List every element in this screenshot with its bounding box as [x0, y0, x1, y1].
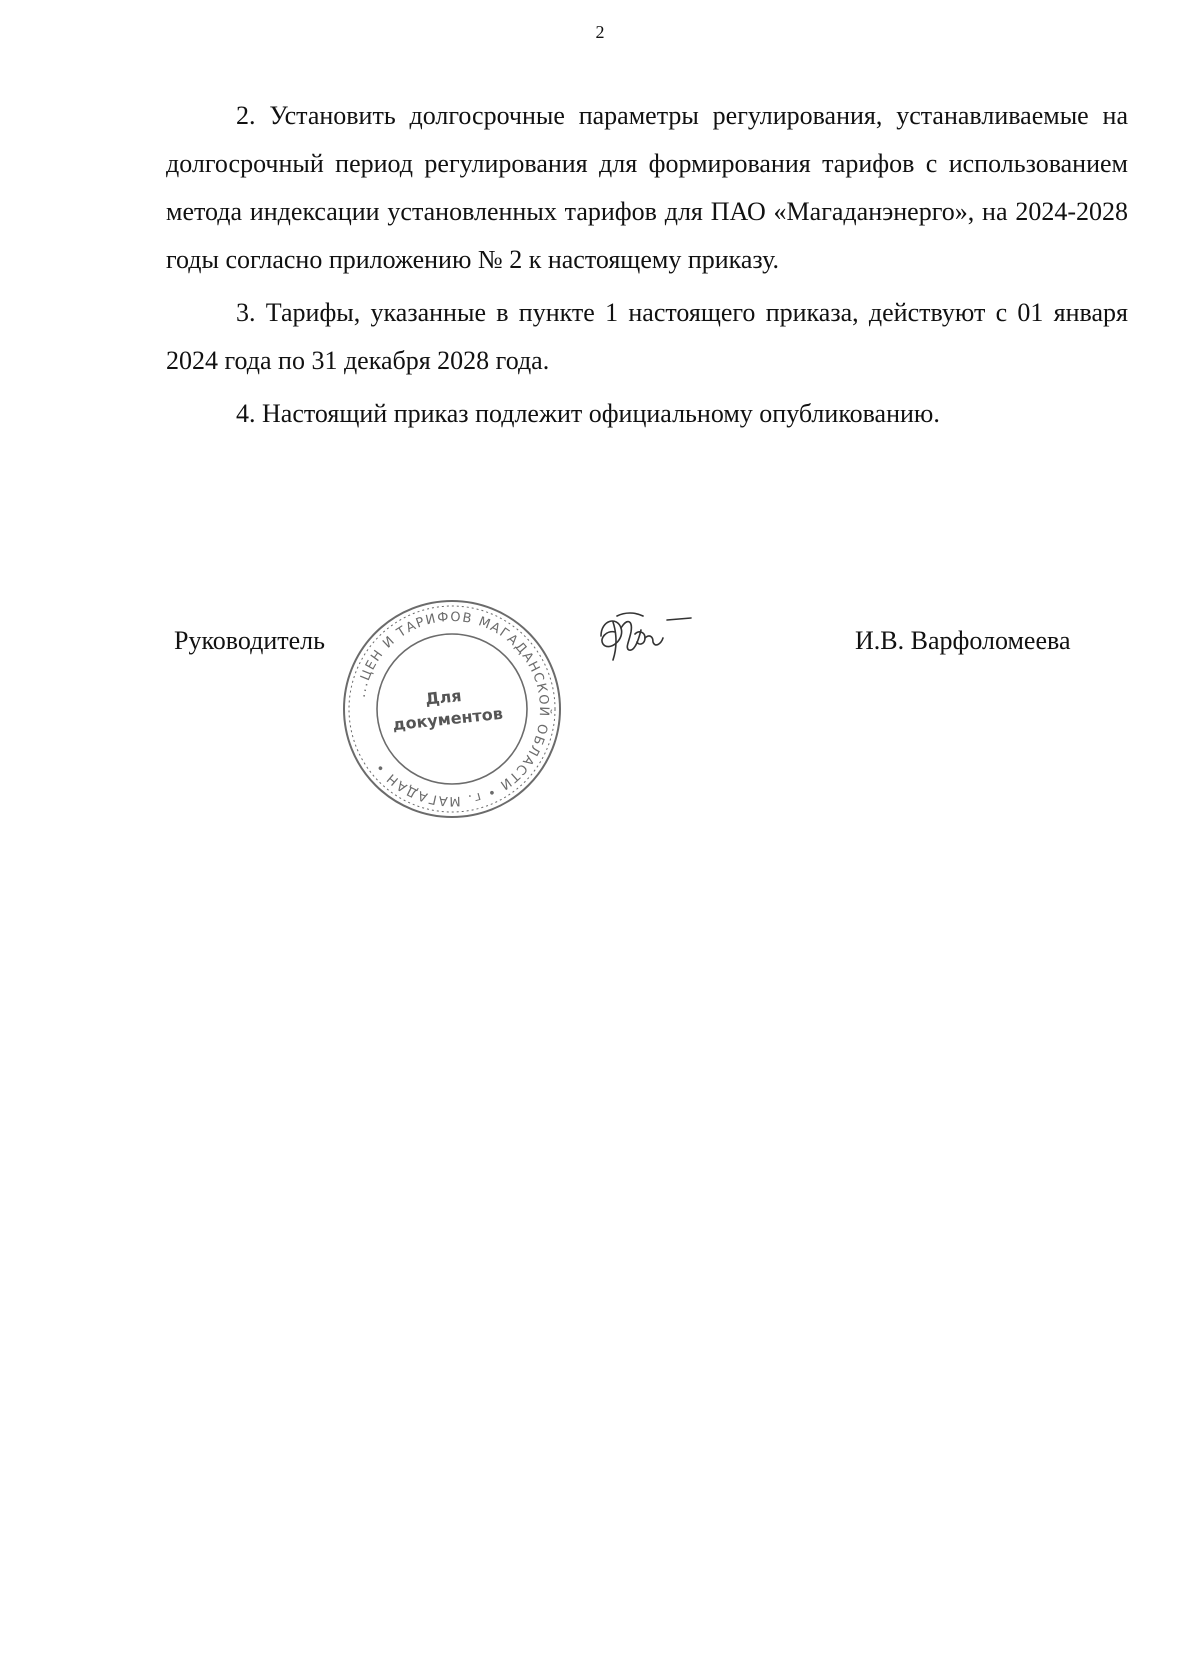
stamp-center-line1: Для: [424, 685, 463, 709]
stamp-ring-text: ...ЦЕН И ТАРИФОВ МАГАДАНСКОЙ ОБЛАСТИ • г. МАГАДАН •: [353, 609, 552, 809]
stamp-center-line2: документов: [391, 703, 504, 735]
paragraph-4: 4. Настоящий приказ подлежит официальному опубликованию.: [236, 399, 940, 428]
page-number: 2: [595, 22, 605, 42]
paragraph-3: 3. Тарифы, указанные в пункте 1 настоящего приказа, действуют с 01 января 2024 года по 31 декабря 2028 года.: [166, 298, 1128, 375]
document-body: [166, 92, 1128, 438]
signatory-title: Руководитель: [174, 626, 325, 655]
paragraph-2: 2. Установить долгосрочные параметры регулирования, устанавливаемые на долгосрочный период регулирования для формирования тарифов с использованием метода индексации установленных тарифов для ПАО «Магаданэнерго», на 2024-2028 годы согласно приложению № 2 к настоящему приказу.: [166, 101, 1128, 274]
handwritten-signature: [595, 608, 695, 666]
signatory-name: И.В. Варфоломеева: [855, 626, 1071, 655]
official-stamp: [337, 594, 567, 824]
